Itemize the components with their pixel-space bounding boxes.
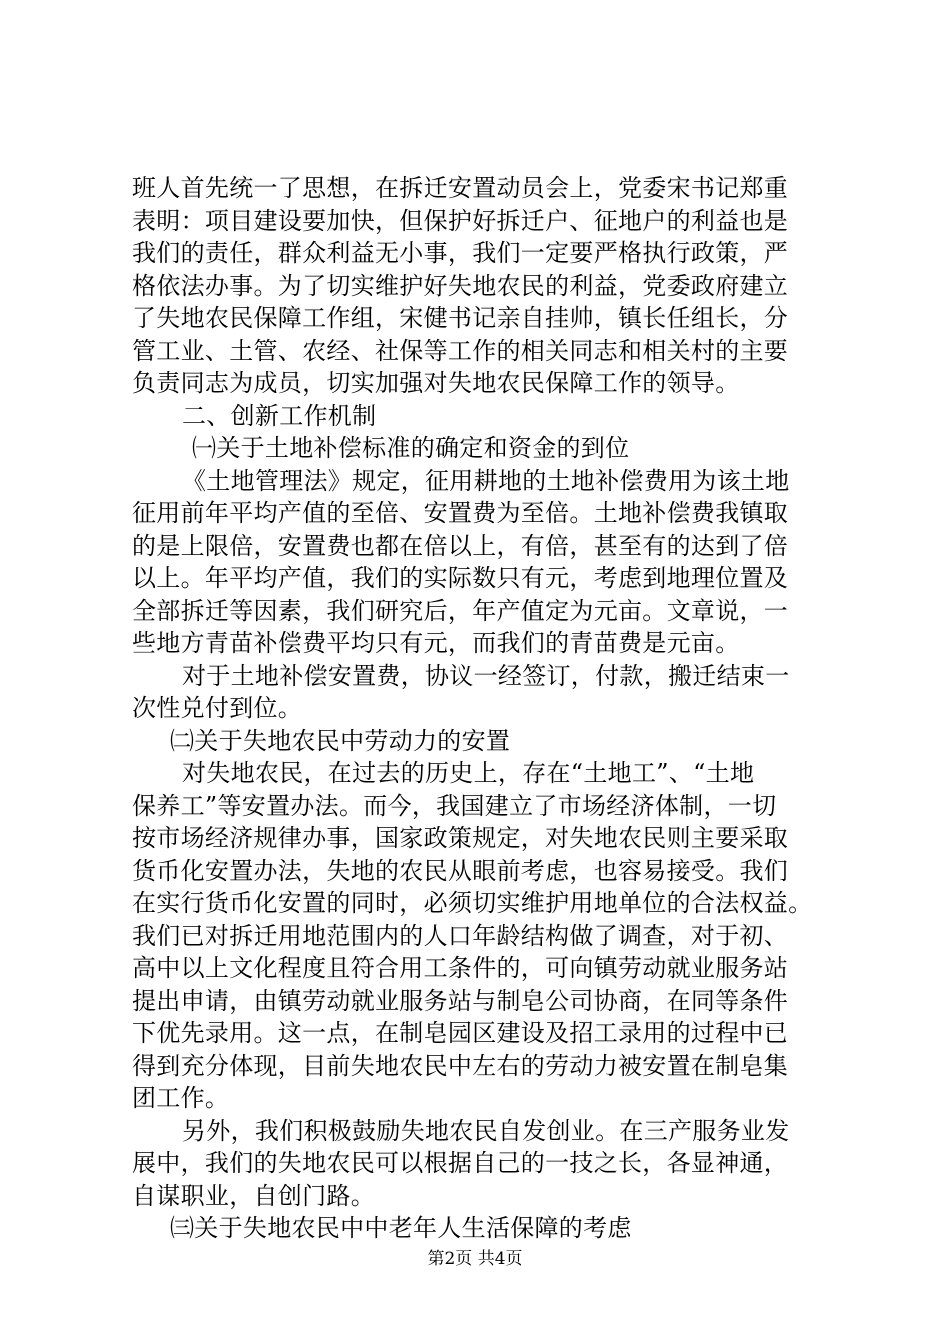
text-line: 按市场经济规律办事，国家政策规定，对失地农民则主要采取 (132, 824, 789, 852)
text-line: 另外，我们积极鼓励失地农民自发创业。在三产服务业发 (182, 1116, 790, 1145)
text-line: 对于土地补偿安置费，协议一经签订，付款，搬迁结束一 (182, 661, 790, 690)
text-line: 在实行货币化安置的同时，必须切实维护用地单位的合法权益。 (132, 889, 813, 917)
text-line: 《土地管理法》规定，征用耕地的土地补偿费用为该土地 (182, 466, 790, 495)
text-line: 次性兑付到位。 (132, 694, 303, 722)
text-line: 班人首先统一了思想，在拆迁安置动员会上，党委宋书记郑重 (132, 174, 789, 202)
document-body (132, 172, 832, 1245)
text-line: 全部拆迁等因素，我们研究后，年产值定为元亩。文章说，一 (132, 596, 789, 625)
text-line: 管工业、土管、农经、社保等工作的相关同志和相关村的主要 (132, 336, 789, 365)
text-line: 高中以上文化程度且符合用工条件的，可向镇劳动就业服务站 (132, 954, 789, 982)
text-line: 我们已对拆迁用地范围内的人口年龄结构做了调查，对于初、 (132, 921, 789, 950)
text-line: 了失地农民保障工作组，宋健书记亲自挂帅，镇长任组长，分 (132, 304, 789, 332)
text-line: 货币化安置办法，失地的农民从眼前考虑，也容易接受。我们 (132, 856, 789, 885)
text-line: 对失地农民，在过去的历史上，存在“土地工”、“土地 (182, 759, 755, 787)
text-line: 得到充分体现，目前失地农民中左右的劳动力被安置在制皂集 (132, 1051, 789, 1080)
text-line: 征用前年平均产值的至倍、安置费为至倍。土地补偿费我镇取 (132, 499, 789, 527)
subsection-heading: ㈠关于土地补偿标准的确定和资金的到位 (192, 434, 630, 462)
text-line: 我们的责任，群众利益无小事，我们一定要严格执行政策，严 (132, 239, 789, 267)
text-line: 下优先录用。这一点，在制皂园区建设及招工录用的过程中已 (132, 1019, 789, 1047)
section-heading: 二、创新工作机制 (182, 401, 377, 430)
subsection-heading: ㈢关于失地农民中中老年人生活保障的考虑 (170, 1214, 632, 1242)
text-line: 展中，我们的失地农民可以根据自己的一技之长，各显神通， (132, 1149, 789, 1177)
subsection-heading: ㈡关于失地农民中劳动力的安置 (170, 726, 511, 755)
text-line: 自谋职业，自创门路。 (132, 1181, 375, 1210)
text-line: 负责同志为成员，切实加强对失地农民保障工作的领导。 (132, 369, 740, 397)
text-line: 格依法办事。为了切实维护好失地农民的利益，党委政府建立 (132, 271, 789, 300)
page-number-footer: 第2页 共4页 (427, 1249, 523, 1269)
text-line: 的是上限倍，安置费也都在倍以上，有倍，甚至有的达到了倍 (132, 531, 789, 560)
text-line: 以上。年平均产值，我们的实际数只有元，考虑到地理位置及 (132, 564, 789, 592)
text-line: 些地方青苗补偿费平均只有元，而我们的青苗费是元亩。 (132, 629, 740, 657)
text-line: 提出申请，由镇劳动就业服务站与制皂公司协商，在同等条件 (132, 986, 789, 1015)
text-line: 表明：项目建设要加快，但保护好拆迁户、征地户的利益也是 (132, 206, 789, 235)
text-line: 团工作。 (132, 1084, 230, 1112)
text-line: 保养工”等安置办法。而今，我国建立了市场经济体制，一切 (132, 791, 777, 820)
